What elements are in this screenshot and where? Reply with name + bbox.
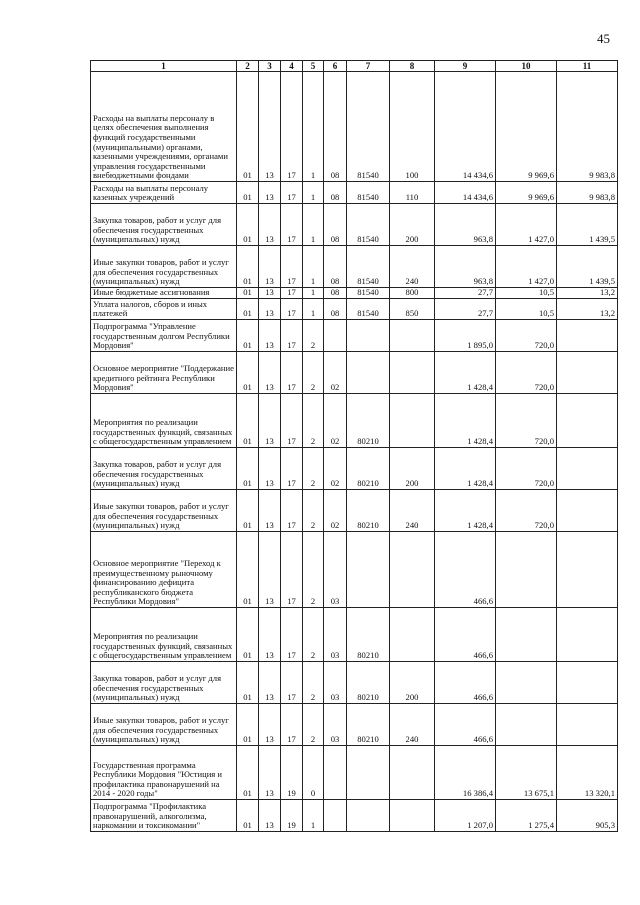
row-amount-3 <box>557 320 618 352</box>
row-section: 01 <box>237 448 259 490</box>
row-subsection: 13 <box>259 704 281 746</box>
row-amount-3 <box>557 532 618 608</box>
row-expense-type: 240 <box>390 246 435 288</box>
page-number: 45 <box>597 31 610 46</box>
row-name: Государственная программа Республики Мордовия "Юстиция и профилактика правонарушений на 2014 - 2020 годы" <box>91 746 237 800</box>
row-name: Основное мероприятие "Переход к преимущественному рыночному финансированию дефицита республиканского бюджета Республики Мордовия" <box>91 532 237 608</box>
row-amount-1: 27,7 <box>435 299 496 320</box>
table-row <box>91 352 618 394</box>
table-row <box>91 490 618 532</box>
row-section: 01 <box>237 352 259 394</box>
row-amount-3: 905,3 <box>557 800 618 832</box>
table-row <box>91 288 618 299</box>
row-amount-3: 1 439,5 <box>557 246 618 288</box>
column-header: 6 <box>324 61 347 72</box>
row-name: Подпрограмма "Профилактика правонарушений, алкоголизма, наркомании и токсикомании" <box>91 800 237 832</box>
row-subprogram: 1 <box>303 204 324 246</box>
row-subsection: 13 <box>259 182 281 204</box>
column-header: 5 <box>303 61 324 72</box>
row-name: Уплата налогов, сборов и иных платежей <box>91 299 237 320</box>
row-activity: 02 <box>324 352 347 394</box>
row-program: 17 <box>281 608 303 662</box>
row-amount-2 <box>496 704 557 746</box>
row-section: 01 <box>237 299 259 320</box>
row-amount-1: 963,8 <box>435 204 496 246</box>
row-expense-type: 800 <box>390 288 435 299</box>
table-row <box>91 72 618 182</box>
row-expense-type: 200 <box>390 662 435 704</box>
row-section: 01 <box>237 246 259 288</box>
row-amount-3: 9 983,8 <box>557 182 618 204</box>
row-program: 17 <box>281 490 303 532</box>
table-row <box>91 746 618 800</box>
row-amount-2: 1 427,0 <box>496 246 557 288</box>
row-program: 17 <box>281 182 303 204</box>
row-subsection: 13 <box>259 320 281 352</box>
row-direction: 80210 <box>347 490 390 532</box>
row-subprogram: 1 <box>303 182 324 204</box>
row-program: 17 <box>281 532 303 608</box>
row-amount-3 <box>557 394 618 448</box>
row-amount-2: 9 969,6 <box>496 72 557 182</box>
row-subsection: 13 <box>259 288 281 299</box>
row-program: 17 <box>281 288 303 299</box>
row-subsection: 13 <box>259 532 281 608</box>
row-direction: 81540 <box>347 204 390 246</box>
row-amount-3 <box>557 448 618 490</box>
header-row <box>91 61 618 72</box>
row-amount-2: 720,0 <box>496 352 557 394</box>
row-section: 01 <box>237 662 259 704</box>
row-amount-3 <box>557 352 618 394</box>
row-expense-type: 110 <box>390 182 435 204</box>
row-activity <box>324 746 347 800</box>
row-direction <box>347 532 390 608</box>
row-amount-2: 10,5 <box>496 299 557 320</box>
row-amount-2: 9 969,6 <box>496 182 557 204</box>
row-subsection: 13 <box>259 746 281 800</box>
row-direction: 80210 <box>347 704 390 746</box>
row-amount-1: 1 895,0 <box>435 320 496 352</box>
table-row <box>91 800 618 832</box>
row-activity: 08 <box>324 204 347 246</box>
row-name: Подпрограмма "Управление государственным долгом Республики Мордовия" <box>91 320 237 352</box>
row-subprogram: 2 <box>303 490 324 532</box>
row-amount-1: 1 428,4 <box>435 490 496 532</box>
row-amount-2: 720,0 <box>496 490 557 532</box>
row-expense-type <box>390 608 435 662</box>
row-section: 01 <box>237 704 259 746</box>
row-subsection: 13 <box>259 352 281 394</box>
row-activity: 08 <box>324 246 347 288</box>
row-activity: 03 <box>324 662 347 704</box>
row-expense-type: 850 <box>390 299 435 320</box>
row-direction: 81540 <box>347 72 390 182</box>
row-activity <box>324 320 347 352</box>
table-row <box>91 662 618 704</box>
column-header: 3 <box>259 61 281 72</box>
row-subprogram: 1 <box>303 72 324 182</box>
row-subprogram: 2 <box>303 532 324 608</box>
row-amount-2: 720,0 <box>496 394 557 448</box>
row-amount-1: 1 428,4 <box>435 394 496 448</box>
table-row <box>91 320 618 352</box>
row-section: 01 <box>237 608 259 662</box>
row-activity <box>324 800 347 832</box>
row-amount-3 <box>557 490 618 532</box>
row-section: 01 <box>237 320 259 352</box>
row-amount-1: 1 428,4 <box>435 448 496 490</box>
row-amount-1: 466,6 <box>435 704 496 746</box>
row-activity: 03 <box>324 608 347 662</box>
row-amount-1: 1 428,4 <box>435 352 496 394</box>
row-expense-type: 100 <box>390 72 435 182</box>
row-direction <box>347 352 390 394</box>
row-activity: 02 <box>324 490 347 532</box>
row-program: 17 <box>281 72 303 182</box>
row-expense-type <box>390 394 435 448</box>
row-subsection: 13 <box>259 608 281 662</box>
row-subsection: 13 <box>259 800 281 832</box>
row-program: 17 <box>281 662 303 704</box>
row-amount-3: 13 320,1 <box>557 746 618 800</box>
row-subsection: 13 <box>259 299 281 320</box>
row-program: 17 <box>281 299 303 320</box>
column-header: 2 <box>237 61 259 72</box>
row-subprogram: 2 <box>303 320 324 352</box>
column-header: 9 <box>435 61 496 72</box>
row-amount-3: 13,2 <box>557 288 618 299</box>
table-row <box>91 704 618 746</box>
column-header: 11 <box>557 61 618 72</box>
row-section: 01 <box>237 288 259 299</box>
column-header: 8 <box>390 61 435 72</box>
column-header: 10 <box>496 61 557 72</box>
row-direction <box>347 800 390 832</box>
row-amount-2: 720,0 <box>496 448 557 490</box>
row-activity: 08 <box>324 299 347 320</box>
row-direction: 80210 <box>347 394 390 448</box>
row-program: 17 <box>281 352 303 394</box>
row-direction: 81540 <box>347 182 390 204</box>
row-amount-1: 466,6 <box>435 608 496 662</box>
row-subsection: 13 <box>259 72 281 182</box>
table-row <box>91 608 618 662</box>
row-subsection: 13 <box>259 394 281 448</box>
row-section: 01 <box>237 532 259 608</box>
row-amount-1: 466,6 <box>435 662 496 704</box>
row-program: 17 <box>281 704 303 746</box>
row-name: Основное мероприятие "Поддержание кредитного рейтинга Республики Мордовия" <box>91 352 237 394</box>
row-amount-1: 27,7 <box>435 288 496 299</box>
row-subprogram: 2 <box>303 608 324 662</box>
table-row <box>91 394 618 448</box>
row-section: 01 <box>237 800 259 832</box>
table-row <box>91 532 618 608</box>
row-amount-2: 13 675,1 <box>496 746 557 800</box>
row-name: Иные закупки товаров, работ и услуг для обеспечения государственных (муниципальных) нужд <box>91 246 237 288</box>
row-subprogram: 2 <box>303 352 324 394</box>
row-amount-2 <box>496 662 557 704</box>
row-direction <box>347 320 390 352</box>
table-row <box>91 204 618 246</box>
row-program: 17 <box>281 204 303 246</box>
row-expense-type: 240 <box>390 704 435 746</box>
row-subprogram: 1 <box>303 299 324 320</box>
column-header: 1 <box>91 61 237 72</box>
row-amount-1: 1 207,0 <box>435 800 496 832</box>
row-expense-type <box>390 746 435 800</box>
row-activity: 03 <box>324 704 347 746</box>
row-activity: 08 <box>324 72 347 182</box>
row-subprogram: 2 <box>303 448 324 490</box>
row-amount-2 <box>496 532 557 608</box>
row-direction: 81540 <box>347 246 390 288</box>
row-amount-1: 14 434,6 <box>435 72 496 182</box>
row-amount-1: 14 434,6 <box>435 182 496 204</box>
row-name: Иные закупки товаров, работ и услуг для обеспечения государственных (муниципальных) нужд <box>91 704 237 746</box>
row-subsection: 13 <box>259 662 281 704</box>
row-amount-2: 1 275,4 <box>496 800 557 832</box>
row-direction: 80210 <box>347 662 390 704</box>
row-section: 01 <box>237 746 259 800</box>
row-subprogram: 1 <box>303 800 324 832</box>
row-activity: 08 <box>324 288 347 299</box>
row-name: Закупка товаров, работ и услуг для обеспечения государственных (муниципальных) нужд <box>91 204 237 246</box>
row-subprogram: 0 <box>303 746 324 800</box>
row-expense-type <box>390 352 435 394</box>
row-program: 17 <box>281 394 303 448</box>
column-header: 7 <box>347 61 390 72</box>
row-section: 01 <box>237 72 259 182</box>
row-expense-type <box>390 320 435 352</box>
row-amount-3 <box>557 704 618 746</box>
row-subsection: 13 <box>259 204 281 246</box>
row-name: Закупка товаров, работ и услуг для обеспечения государственных (муниципальных) нужд <box>91 662 237 704</box>
row-subprogram: 1 <box>303 288 324 299</box>
table-row <box>91 448 618 490</box>
row-amount-3: 9 983,8 <box>557 72 618 182</box>
row-section: 01 <box>237 204 259 246</box>
row-section: 01 <box>237 394 259 448</box>
row-expense-type <box>390 532 435 608</box>
row-subprogram: 1 <box>303 246 324 288</box>
row-amount-3 <box>557 608 618 662</box>
row-subsection: 13 <box>259 246 281 288</box>
row-amount-1: 963,8 <box>435 246 496 288</box>
row-subprogram: 2 <box>303 394 324 448</box>
row-activity: 08 <box>324 182 347 204</box>
row-subsection: 13 <box>259 448 281 490</box>
row-amount-2 <box>496 608 557 662</box>
row-amount-3: 13,2 <box>557 299 618 320</box>
row-program: 19 <box>281 746 303 800</box>
row-subsection: 13 <box>259 490 281 532</box>
row-amount-1: 466,6 <box>435 532 496 608</box>
column-header: 4 <box>281 61 303 72</box>
table-row <box>91 246 618 288</box>
row-name: Иные закупки товаров, работ и услуг для обеспечения государственных (муниципальных) нужд <box>91 490 237 532</box>
row-expense-type: 240 <box>390 490 435 532</box>
row-section: 01 <box>237 182 259 204</box>
row-expense-type <box>390 800 435 832</box>
row-amount-2: 1 427,0 <box>496 204 557 246</box>
row-name: Иные бюджетные ассигнования <box>91 288 237 299</box>
row-subprogram: 2 <box>303 662 324 704</box>
row-name: Расходы на выплаты персоналу в целях обеспечения выполнения функций государственными (муниципальными) органами, казенными учреждениями, органами управления государственными внебюджетными фондами <box>91 72 237 182</box>
row-amount-2: 10,5 <box>496 288 557 299</box>
row-amount-3: 1 439,5 <box>557 204 618 246</box>
row-name: Расходы на выплаты персоналу казенных учреждений <box>91 182 237 204</box>
row-name: Мероприятия по реализации государственных функций, связанных с общегосударственным управлением <box>91 394 237 448</box>
budget-table <box>90 60 618 832</box>
row-direction <box>347 746 390 800</box>
row-activity: 03 <box>324 532 347 608</box>
row-direction: 81540 <box>347 299 390 320</box>
row-program: 19 <box>281 800 303 832</box>
row-direction: 80210 <box>347 448 390 490</box>
row-program: 17 <box>281 320 303 352</box>
row-name: Закупка товаров, работ и услуг для обеспечения государственных (муниципальных) нужд <box>91 448 237 490</box>
row-expense-type: 200 <box>390 448 435 490</box>
row-expense-type: 200 <box>390 204 435 246</box>
row-section: 01 <box>237 490 259 532</box>
row-direction: 81540 <box>347 288 390 299</box>
row-activity: 02 <box>324 394 347 448</box>
row-subprogram: 2 <box>303 704 324 746</box>
table-row <box>91 182 618 204</box>
row-activity: 02 <box>324 448 347 490</box>
row-amount-3 <box>557 662 618 704</box>
row-direction: 80210 <box>347 608 390 662</box>
row-name: Мероприятия по реализации государственных функций, связанных с общегосударственным управлением <box>91 608 237 662</box>
row-amount-1: 16 386,4 <box>435 746 496 800</box>
row-amount-2: 720,0 <box>496 320 557 352</box>
row-program: 17 <box>281 246 303 288</box>
table-row <box>91 299 618 320</box>
row-program: 17 <box>281 448 303 490</box>
